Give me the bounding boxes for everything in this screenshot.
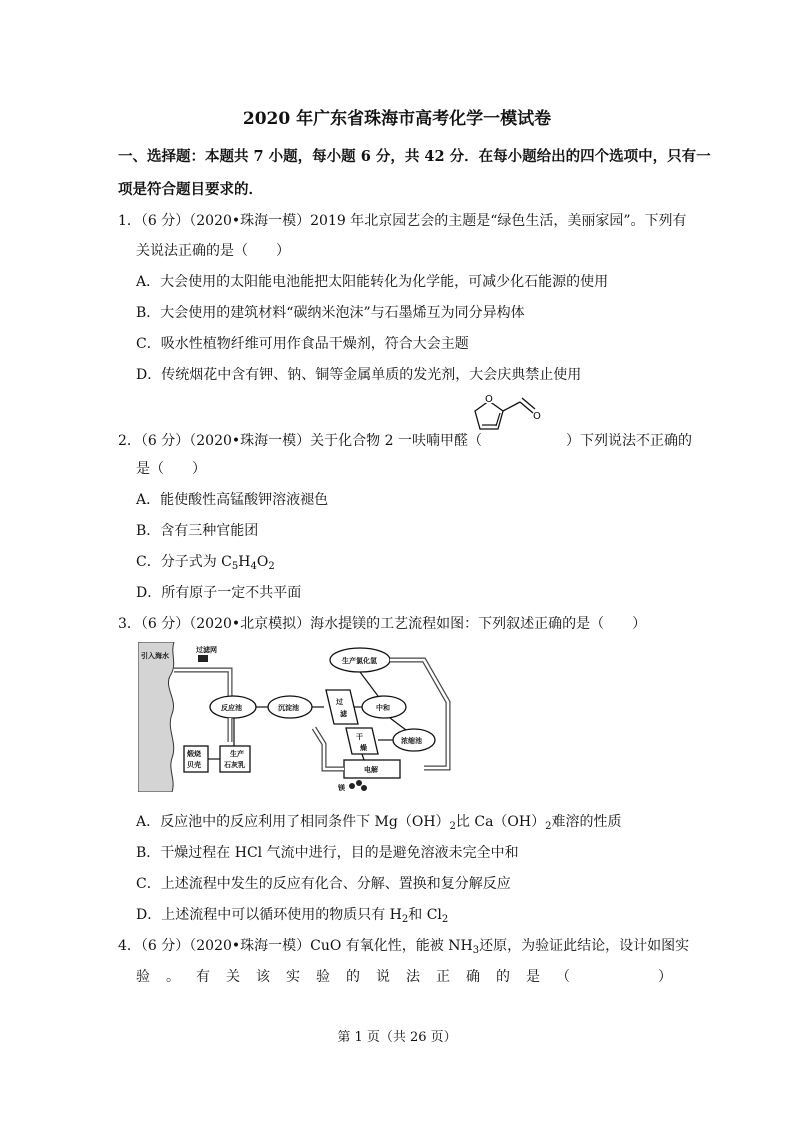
filtration-box — [326, 690, 358, 724]
label-electrolysis: 电解 — [364, 766, 378, 774]
q2-stem-pre: 2．（6 分）（2020•珠海一模）关于化合物 2 一呋喃甲醛（ — [118, 433, 482, 449]
arrow-neutral-conc — [390, 718, 406, 730]
return-channel-inner — [314, 728, 344, 769]
label-reaction-pool: 反应池 — [221, 704, 242, 712]
ca-bond — [503, 402, 520, 411]
q1-stem-line2: 关说法正确的是（ ） — [136, 243, 290, 259]
q4-stem-line2: 验 。 有 关 该 实 验 的 说 法 正 确 的 是 （ ） — [136, 969, 672, 985]
label-concentration-pool: 浓缩池 — [401, 737, 422, 745]
q2-stem-line1 — [118, 430, 692, 450]
filter-net-icon — [198, 655, 208, 662]
q2-option-c: C．分子式为 $C_5H_4O_2$ — [136, 554, 275, 572]
label-magnesium: 镁 — [338, 784, 345, 792]
mg-pellet-2 — [356, 780, 362, 786]
label-settling-pool: 沉淀池 — [278, 704, 299, 712]
q3-option-b: B．干燥过程在 HCl 气流中进行，目的是避免溶液未完全中和 — [136, 845, 519, 861]
q3-option-c: C．上述流程中发生的反应有化合、分解、置换和复分解反应 — [136, 876, 511, 892]
intake-channel — [174, 670, 230, 700]
q3-option-d: D．上述流程中可以循环使用的物质只有 $H_2$和 $Cl_2$ — [136, 907, 449, 925]
label-filtration-1: 过 — [336, 698, 343, 706]
label-lime-1: 生产 — [230, 750, 244, 758]
label-neutralization: 中和 — [376, 704, 390, 712]
q1-option-c: C．吸水性植物纤维可用作食品干燥剂，符合大会主题 — [136, 336, 469, 352]
co-bond — [520, 402, 533, 413]
label-seawater: 引入海水 — [141, 652, 169, 660]
ring-oxygen: O — [485, 394, 493, 405]
furfural-structure — [466, 389, 556, 449]
mg-pellet-3 — [361, 785, 367, 791]
label-calcine-2: 贝壳 — [187, 761, 201, 769]
q3-option-a: A．反应池中的反应利用了相同条件下 $Mg(OH)_2$比 $Ca(OH)_2$难溶的性质 — [136, 814, 622, 832]
q2-stem-line2: 是（ ） — [136, 461, 206, 477]
sea-region — [138, 642, 174, 792]
label-filtration-2: 滤 — [340, 710, 347, 718]
page-title: 2020 年广东省珠海市高考化学一模试卷 — [242, 109, 552, 129]
arrow-hcl-neutral — [360, 672, 378, 696]
section-heading-line2: 项是符合题目要求的． — [118, 181, 263, 198]
q1-option-b: B．大会使用的建筑材料“碳纳米泡沫”与石墨烯互为同分异构体 — [136, 305, 525, 321]
section-heading-line1: 一、选择题：本题共 7 小题，每小题 6 分，共 42 分．在每小题给出的四个选项中，只有一 — [118, 148, 711, 165]
q2-stem-post: ）下列说法不正确的 — [565, 433, 692, 449]
mg-pellet-1 — [349, 783, 355, 789]
q1-option-d: D．传统烟花中含有钾、钠、铜等金属单质的发光剂，大会庆典禁止使用 — [136, 367, 582, 383]
label-lime-2: 石灰乳 — [224, 761, 245, 769]
q1-stem-line1: 1．（6 分）（2020•珠海一模）2019 年北京园艺会的主题是“绿色生活，美丽家园”。下列有 — [118, 213, 687, 229]
label-filter-net: 过滤网 — [196, 646, 217, 654]
intake-channel-inner — [174, 670, 230, 700]
label-drying-2: 燥 — [360, 744, 367, 752]
label-hcl-production: 生产氯化氢 — [342, 657, 377, 665]
label-drying-1: 干 — [356, 733, 363, 741]
q4-stem-line1: 4．（6 分）（2020•珠海一模）CuO 有氧化性，能被 $NH_3$还原，为验证此结论，设计如图实 — [118, 938, 690, 956]
q2-option-a: A．能使酸性高锰酸钾溶液褪色 — [136, 492, 329, 508]
aldehyde-oxygen: O — [533, 411, 541, 422]
q2-option-d: D．所有原子一定不共平面 — [136, 585, 302, 601]
q2-option-b: B．含有三种官能团 — [136, 523, 259, 539]
label-calcine-1: 煅烧 — [187, 750, 201, 758]
seawater-mg-flowchart — [138, 642, 456, 792]
q3-stem: 3．（6 分）（2020•北京模拟）海水提镁的工艺流程如图：下列叙述正确的是（ ） — [118, 616, 647, 632]
q1-option-a: A．大会使用的太阳能电池能把太阳能转化为化学能，可减少化石能源的使用 — [136, 274, 609, 290]
page-footer: 第 1 页（共 26 页） — [337, 1030, 457, 1045]
co-double-bond — [522, 398, 535, 409]
arrow-dry-electro — [362, 754, 364, 760]
